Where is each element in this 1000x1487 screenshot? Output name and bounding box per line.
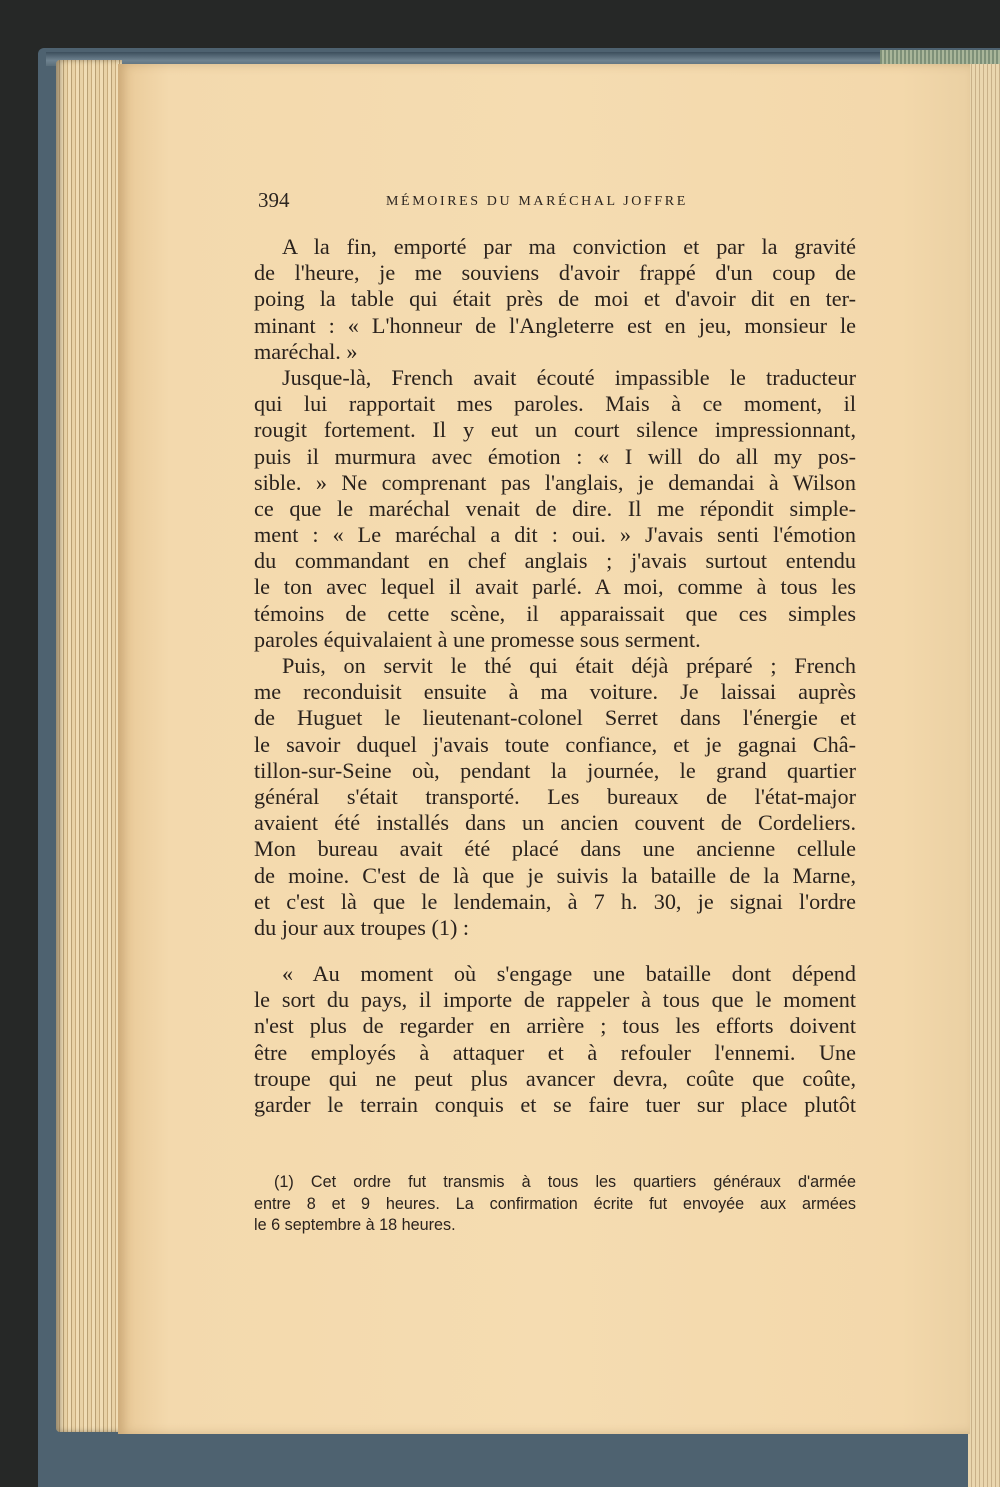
text-line: tillon-sur-Seine où, pendant la journée, le grand quartier bbox=[254, 757, 856, 783]
text-line: général s'était transporté. Les bureaux de l'état-major bbox=[254, 783, 856, 809]
text-line: Puis, on servit le thé qui était déjà préparé ; French bbox=[282, 653, 856, 678]
footnote bbox=[254, 1172, 856, 1237]
main-text bbox=[254, 234, 856, 1118]
page-edges-left bbox=[56, 60, 122, 1432]
text-line: de l'heure, je me souviens d'avoir frappé d'un coup de bbox=[254, 260, 856, 286]
text-line: témoins de cette scène, il apparaissait que ces simples bbox=[254, 600, 856, 626]
text-line: garder le terrain conquis et se faire tuer sur place plutôt bbox=[254, 1092, 856, 1117]
text-line: A la fin, emporté par ma conviction et par la gravité bbox=[282, 234, 856, 259]
text-line: Mon bureau avait été placé dans une ancienne cellule bbox=[254, 836, 856, 862]
text-line: « Au moment où s'engage une bataille dont dépend bbox=[282, 961, 856, 987]
text-line: Jusque-là, French avait écouté impassible le traducteur bbox=[282, 364, 856, 390]
text-line: minant : « L'honneur de l'Angleterre est en jeu, monsieur le bbox=[254, 312, 856, 338]
text-line: ce que le maréchal venait de dire. Il me répondit simple- bbox=[254, 495, 856, 521]
text-line: avaient été installés dans un ancien couvent de Cordeliers. bbox=[254, 810, 856, 836]
text-line: le sort du pays, il importe de rappeler à tous que le moment bbox=[254, 987, 856, 1013]
text-line: puis il murmura avec émotion : « I will do all my pos- bbox=[254, 443, 856, 469]
text-line: qui lui rapportait mes paroles. Mais à ce moment, il bbox=[254, 391, 856, 417]
text-line: maréchal. » bbox=[254, 338, 358, 364]
text-line: être employés à attaquer et à refouler l'ennemi. Une bbox=[254, 1039, 856, 1065]
text-line: rougit fortement. Il y eut un court silence impressionnant, bbox=[254, 417, 856, 443]
text-line: du commandant en chef anglais ; j'avais surtout entendu bbox=[254, 548, 856, 574]
text-line: sible. » Ne comprenant pas l'anglais, je demandai à Wilson bbox=[254, 469, 856, 495]
text-line: et c'est là que le lendemain, à 7 h. 30, je signai l'ordre bbox=[254, 888, 856, 914]
text-line: le savoir duquel j'avais toute confiance, et je gagnai Châ- bbox=[254, 731, 856, 757]
page-header bbox=[258, 188, 858, 218]
text-line: troupe qui ne peut plus avancer devra, coûte que coûte, bbox=[254, 1065, 856, 1091]
page-number: 394 bbox=[258, 188, 290, 212]
page-edges-right bbox=[968, 64, 1000, 1487]
text-line: n'est plus de regarder en arrière ; tous les efforts doivent bbox=[254, 1013, 856, 1039]
footnote-line: entre 8 et 9 heures. La confirmation écrite fut envoyée aux armées bbox=[254, 1194, 856, 1213]
text-line: de Huguet le lieutenant-colonel Serret dans l'énergie et bbox=[254, 705, 856, 731]
text-line: poing la table qui était près de moi et d'avoir dit en ter- bbox=[254, 286, 856, 312]
text-line: ment : « Le maréchal a dit : oui. » J'avais senti l'émotion bbox=[254, 522, 856, 548]
paragraph-gap bbox=[254, 941, 856, 961]
running-title: MÉMOIRES DU MARÉCHAL JOFFRE bbox=[386, 194, 688, 209]
text-line: le ton avec lequel il avait parlé. A moi, comme à tous les bbox=[254, 574, 856, 600]
text-line: me reconduisit ensuite à ma voiture. Je laissai auprès bbox=[254, 679, 856, 705]
footnote-line: le 6 septembre à 18 heures. bbox=[254, 1216, 456, 1234]
text-line: paroles équivalaient à une promesse sous serment. bbox=[254, 626, 701, 652]
footnote-line: (1) Cet ordre fut transmis à tous les quartiers généraux d'armée bbox=[274, 1173, 856, 1191]
text-line: du jour aux troupes (1) : bbox=[254, 914, 470, 940]
text-line: de moine. C'est de là que je suivis la bataille de la Marne, bbox=[254, 862, 856, 888]
